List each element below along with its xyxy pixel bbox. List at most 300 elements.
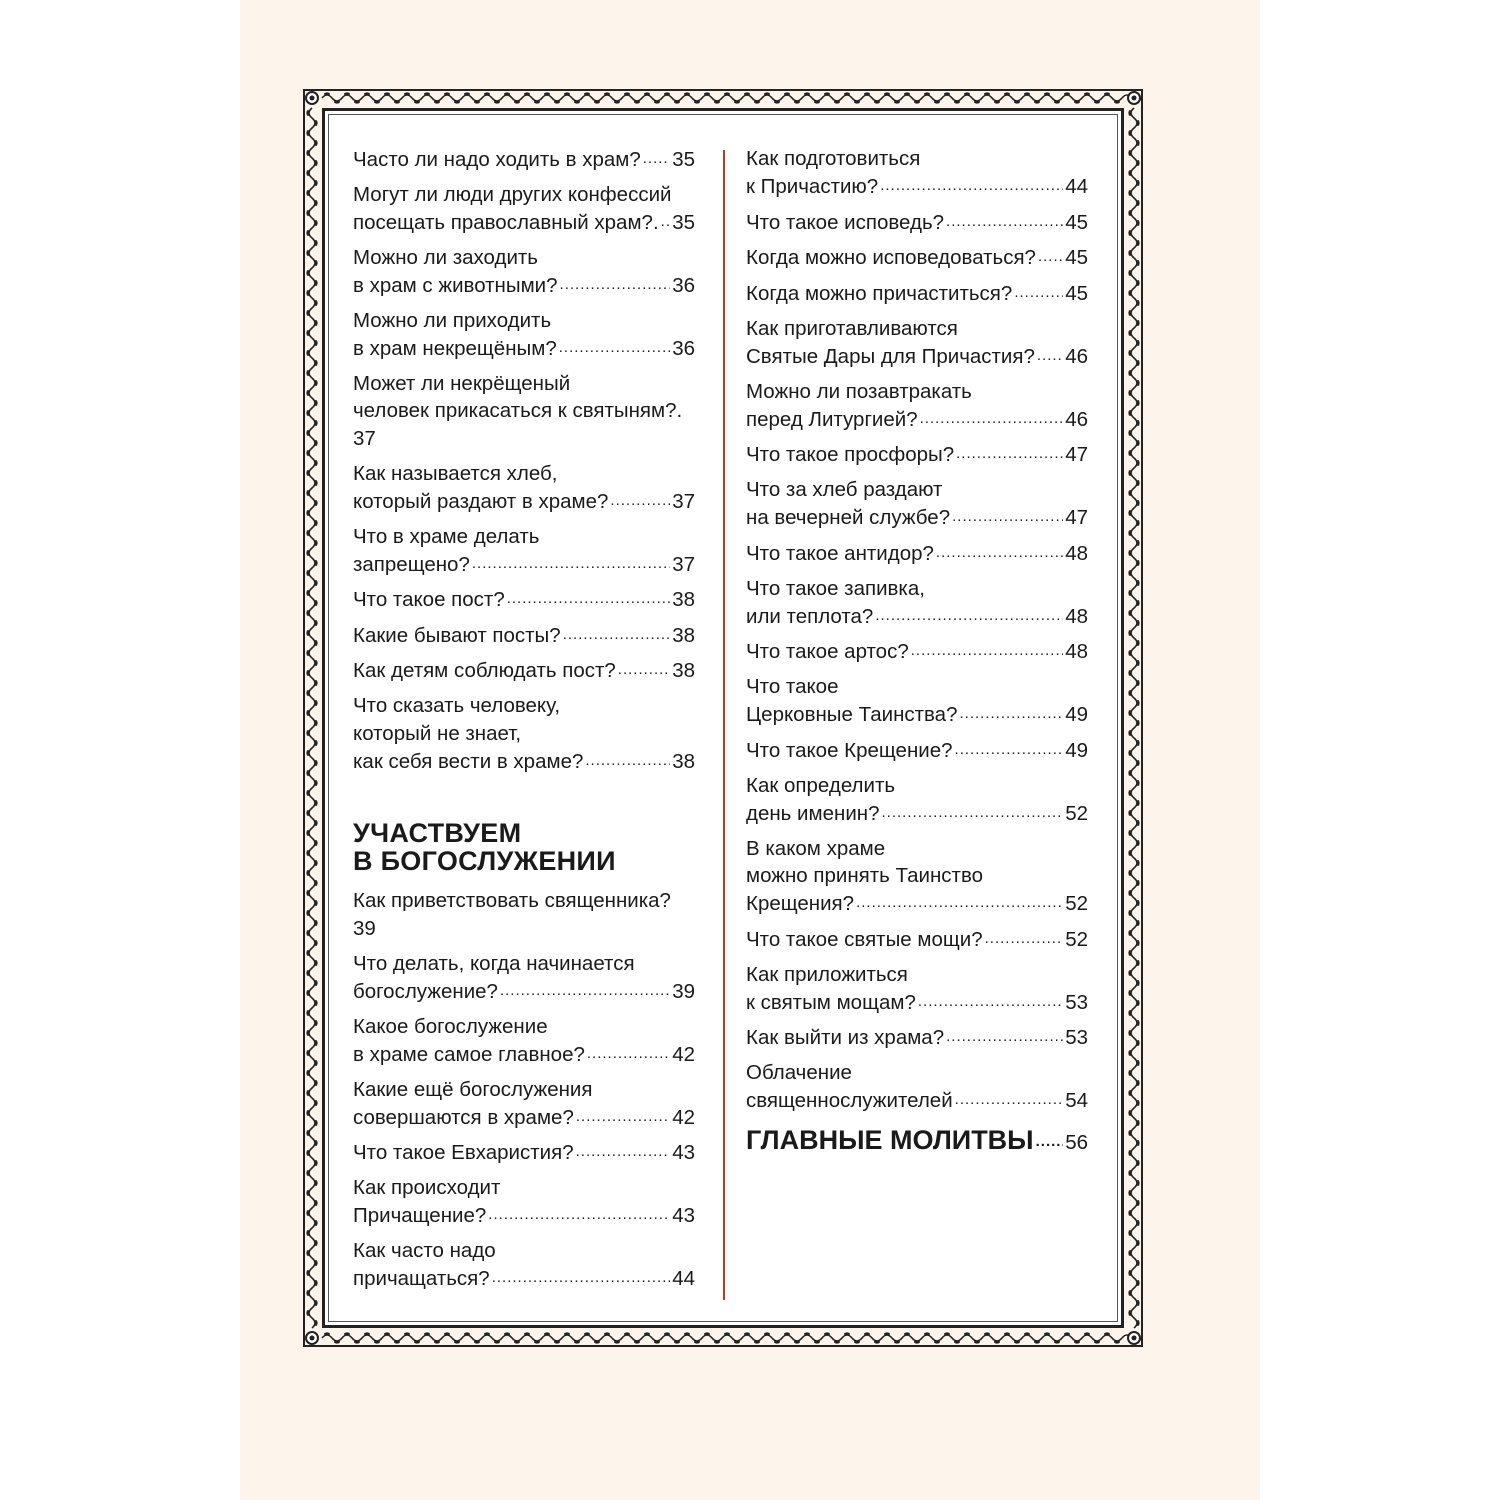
leaf-ornament xyxy=(534,1340,540,1343)
leaf-ornament xyxy=(1128,450,1131,456)
toc-entry-line xyxy=(746,638,1088,666)
leader-dots xyxy=(955,1087,1064,1108)
leaf-ornament xyxy=(774,100,780,103)
leaf-ornament xyxy=(306,1010,309,1016)
leaf-ornament xyxy=(1136,120,1139,126)
leaf-ornament xyxy=(1136,260,1139,266)
leaf-ornament xyxy=(354,1340,360,1343)
leaf-ornament xyxy=(1034,100,1040,103)
leaf-ornament xyxy=(844,1332,850,1335)
leaf-ornament xyxy=(924,92,930,95)
toc-entry[interactable] xyxy=(353,244,695,300)
leaf-ornament xyxy=(314,460,317,466)
toc-entry-text: Какие бывают посты? xyxy=(353,623,561,647)
page-number: 53 xyxy=(1065,990,1088,1014)
leaf-ornament xyxy=(314,800,317,806)
leaf-ornament xyxy=(384,92,390,95)
toc-entry[interactable] xyxy=(746,208,1088,236)
page-number: 47 xyxy=(1065,443,1088,466)
leaf-ornament xyxy=(306,470,309,476)
leaf-ornament xyxy=(1128,550,1131,556)
toc-entry-line xyxy=(746,961,1088,989)
leaf-ornament xyxy=(944,1332,950,1335)
leaf-ornament xyxy=(1128,1150,1131,1156)
toc-entry-line xyxy=(353,692,695,720)
leaf-ornament xyxy=(1136,440,1139,446)
leaf-ornament xyxy=(324,1332,330,1335)
leaf-ornament xyxy=(306,190,309,196)
leaf-ornament xyxy=(1104,1332,1110,1335)
leaf-ornament xyxy=(314,1080,317,1086)
toc-entry-line xyxy=(353,1103,695,1131)
toc-entry-text: Как происходит xyxy=(353,1176,501,1199)
leaf-ornament xyxy=(954,1340,960,1343)
toc-entry[interactable] xyxy=(353,370,695,453)
leaf-ornament xyxy=(314,260,317,266)
toc-entry[interactable] xyxy=(746,315,1088,371)
leader-dots xyxy=(618,657,670,678)
toc-entry[interactable] xyxy=(746,378,1088,434)
page-number: 37 xyxy=(672,552,695,576)
toc-entry[interactable] xyxy=(353,586,695,614)
toc-entry[interactable] xyxy=(746,279,1088,307)
leaf-ornament xyxy=(824,1332,830,1335)
leaf-ornament xyxy=(1128,170,1131,176)
toc-entry-line xyxy=(353,747,695,775)
page-number: 39 xyxy=(672,979,695,1003)
toc-entry[interactable] xyxy=(746,772,1088,828)
page-number: 47 xyxy=(1065,506,1088,529)
leaf-ornament xyxy=(1128,690,1131,696)
toc-entry-text: к Причастию? xyxy=(746,175,879,198)
leaf-ornament xyxy=(694,1340,700,1343)
leaf-ornament xyxy=(1128,730,1131,736)
page-number: 45 xyxy=(1065,281,1088,305)
toc-entry[interactable] xyxy=(746,441,1088,469)
toc-entry[interactable] xyxy=(353,1237,695,1293)
toc-entry[interactable] xyxy=(746,539,1088,567)
leaf-ornament xyxy=(314,860,317,866)
leaf-ornament xyxy=(1128,950,1131,956)
leaf-ornament xyxy=(314,700,317,706)
leaf-ornament xyxy=(1136,600,1139,606)
toc-entry-line xyxy=(746,145,1088,173)
leaf-ornament xyxy=(1136,1020,1139,1026)
leaf-ornament xyxy=(894,100,900,103)
leaf-ornament xyxy=(644,1332,650,1335)
leaf-ornament xyxy=(314,660,317,666)
toc-entry[interactable] xyxy=(746,575,1088,631)
page-number: 36 xyxy=(672,336,695,360)
toc-final-section[interactable] xyxy=(746,1122,1088,1157)
leaf-ornament xyxy=(744,1332,750,1335)
leaf-ornament xyxy=(1034,1340,1040,1343)
toc-entry-text: Какое богослужение xyxy=(353,1014,548,1038)
section-heading-line-2: В БОГОСЛУЖЕНИИ xyxy=(353,846,616,876)
leaf-ornament xyxy=(1136,1320,1139,1326)
leaf-ornament xyxy=(1136,1000,1139,1006)
leaf-ornament xyxy=(1136,340,1139,346)
leaf-ornament xyxy=(754,1340,760,1343)
leaf-ornament xyxy=(1128,1130,1131,1136)
leaf-ornament xyxy=(1128,610,1131,616)
leader-dots xyxy=(960,701,1064,722)
toc-entry-text: Как приветствовать священника? xyxy=(353,889,671,912)
toc-entry[interactable] xyxy=(353,657,695,685)
toc-entry-text: Что такое просфоры? xyxy=(746,443,955,466)
toc-entry-line xyxy=(746,602,1088,630)
toc-entry-text: Как подготовиться xyxy=(746,147,921,170)
toc-entry[interactable] xyxy=(746,673,1088,729)
toc-entry[interactable] xyxy=(353,523,695,579)
leaf-ornament xyxy=(314,1180,317,1186)
toc-entry[interactable] xyxy=(353,307,695,363)
toc-left-column xyxy=(353,145,695,1300)
toc-entry-text: который не знает, xyxy=(353,721,522,745)
leader-dots xyxy=(472,550,670,571)
toc-entry[interactable] xyxy=(746,476,1088,532)
toc-entry-text: Крещения? xyxy=(746,892,855,915)
leaf-ornament xyxy=(314,900,317,906)
toc-entry-text: богослужение? xyxy=(353,979,498,1003)
leaf-ornament xyxy=(314,120,317,126)
page-number: 44 xyxy=(1065,175,1088,198)
leaf-ornament xyxy=(414,100,420,103)
leaf-ornament xyxy=(694,100,700,103)
leaf-ornament xyxy=(1128,390,1131,396)
toc-entry-text: Облачение xyxy=(746,1061,852,1084)
toc-entry[interactable] xyxy=(746,835,1088,918)
toc-entry-text: Что делать, когда начинается xyxy=(353,951,635,975)
toc-entry-text: Как приготавливаются xyxy=(746,316,958,340)
leaf-ornament xyxy=(1136,420,1139,426)
page-number: 49 xyxy=(1065,738,1088,762)
toc-entry-line xyxy=(353,950,695,978)
toc-entry[interactable] xyxy=(353,1013,695,1069)
leader-dots xyxy=(576,1139,671,1160)
toc-entry-text: совершаются в храме? xyxy=(353,1105,574,1129)
toc-entry-line xyxy=(353,370,695,398)
toc-entry-line xyxy=(353,397,695,425)
leaf-ornament xyxy=(1136,980,1139,986)
toc-entry-line xyxy=(746,441,1088,469)
leaf-ornament xyxy=(1128,1230,1131,1236)
leaf-ornament xyxy=(314,780,317,786)
leaf-ornament xyxy=(334,1340,340,1343)
leaf-ornament xyxy=(714,100,720,103)
leaf-ornament xyxy=(1136,840,1139,846)
leaf-ornament xyxy=(404,1332,410,1335)
leaf-ornament xyxy=(1024,1332,1030,1335)
toc-entry[interactable] xyxy=(746,1024,1088,1052)
toc-entry[interactable] xyxy=(353,692,695,775)
toc-entry-text: можно принять Таинство xyxy=(746,864,984,887)
leaf-ornament xyxy=(874,100,880,103)
toc-entry-text: Как определить xyxy=(746,773,896,797)
leaf-ornament xyxy=(674,100,680,103)
leaf-ornament xyxy=(1128,370,1131,376)
toc-entry[interactable] xyxy=(746,145,1088,201)
toc-entry[interactable] xyxy=(353,1174,695,1230)
toc-entry[interactable] xyxy=(353,460,695,516)
leaf-ornament xyxy=(414,1340,420,1343)
toc-entry-line xyxy=(353,523,695,551)
leaf-ornament xyxy=(306,270,309,276)
leaf-ornament xyxy=(474,100,480,103)
leaf-ornament xyxy=(306,1210,309,1216)
leader-dots xyxy=(1014,279,1063,300)
leaf-ornament xyxy=(314,200,317,206)
leaf-ornament xyxy=(1014,1340,1020,1343)
toc-entry-text: к святым мощам? xyxy=(746,990,916,1014)
leaf-ornament xyxy=(654,100,660,103)
page-number: 38 xyxy=(672,659,695,682)
toc-entry[interactable] xyxy=(746,1059,1088,1115)
toc-entry[interactable] xyxy=(746,961,1088,1017)
leaf-ornament xyxy=(1136,720,1139,726)
toc-entry-line xyxy=(746,315,1088,343)
leaf-ornament xyxy=(314,420,317,426)
leaf-ornament xyxy=(314,140,317,146)
leaf-ornament xyxy=(306,1090,309,1096)
leaf-ornament xyxy=(1136,1180,1139,1186)
leaf-ornament xyxy=(1136,140,1139,146)
leaf-ornament xyxy=(814,1340,820,1343)
toc-entry[interactable] xyxy=(746,925,1088,953)
toc-group-general xyxy=(353,145,695,775)
leaf-ornament xyxy=(1128,770,1131,776)
leaf-ornament xyxy=(1128,890,1131,896)
page-number: 43 xyxy=(672,1141,695,1164)
leaf-ornament xyxy=(1114,100,1120,103)
leaf-ornament xyxy=(314,740,317,746)
leaf-ornament xyxy=(1044,92,1050,95)
leaf-ornament xyxy=(306,150,309,156)
leaf-ornament xyxy=(1128,650,1131,656)
toc-entry-line xyxy=(353,271,695,299)
leaf-ornament xyxy=(1024,92,1030,95)
leaf-ornament xyxy=(306,390,309,396)
page-number: 44 xyxy=(672,1267,695,1290)
leaf-ornament xyxy=(306,510,309,516)
leaf-ornament xyxy=(584,92,590,95)
leaf-ornament xyxy=(306,910,309,916)
page-number: 45 xyxy=(1065,210,1088,234)
leaf-ornament xyxy=(314,280,317,286)
leaf-ornament xyxy=(314,1320,317,1326)
toc-entry-text: или теплота? xyxy=(746,604,874,628)
leaf-ornament xyxy=(594,100,600,103)
leaf-ornament xyxy=(1136,660,1139,666)
leaf-ornament xyxy=(554,1340,560,1343)
leaf-ornament xyxy=(1136,160,1139,166)
leader-dots xyxy=(643,145,670,166)
leaf-ornament xyxy=(1104,92,1110,95)
leaf-ornament xyxy=(306,890,309,896)
leaf-ornament xyxy=(306,290,309,296)
toc-entry-line xyxy=(353,487,695,515)
leaf-ornament xyxy=(314,560,317,566)
leaf-ornament xyxy=(1128,470,1131,476)
page-number: 42 xyxy=(672,1105,695,1129)
toc-entry-text: Что сказать человеку, xyxy=(353,694,561,717)
toc-entry[interactable] xyxy=(353,1139,695,1167)
leaf-ornament xyxy=(1136,780,1139,786)
leaf-ornament xyxy=(514,100,520,103)
leaf-ornament xyxy=(374,100,380,103)
page-number: 36 xyxy=(672,273,695,297)
leader-dots xyxy=(585,747,670,768)
page-number: 49 xyxy=(1065,703,1088,726)
toc-entry-line xyxy=(353,621,695,649)
toc-entry-line xyxy=(353,1202,695,1230)
leaf-ornament xyxy=(306,950,309,956)
leaf-ornament xyxy=(314,760,317,766)
leaf-ornament xyxy=(684,92,690,95)
toc-entry[interactable] xyxy=(353,145,695,173)
toc-entry-text: 39 xyxy=(353,916,376,940)
leaf-ornament xyxy=(306,730,309,736)
leaf-ornament xyxy=(306,370,309,376)
leaf-ornament xyxy=(464,1332,470,1335)
leaf-ornament xyxy=(964,92,970,95)
leaf-ornament xyxy=(1128,1250,1131,1256)
leaf-ornament xyxy=(1136,1220,1139,1226)
leaf-ornament xyxy=(344,92,350,95)
toc-entry-line xyxy=(353,1174,695,1202)
leader-dots xyxy=(856,890,1063,911)
leaf-ornament xyxy=(504,92,510,95)
leaf-ornament xyxy=(1136,1160,1139,1166)
toc-entry-text: Что такое пост? xyxy=(353,588,505,611)
toc-entry-text: В каком храме xyxy=(746,836,886,860)
leaf-ornament xyxy=(1084,1332,1090,1335)
leaf-ornament xyxy=(314,1300,317,1306)
leaf-ornament xyxy=(734,100,740,103)
leaf-ornament xyxy=(584,1332,590,1335)
leaf-ornament xyxy=(864,1332,870,1335)
leaf-ornament xyxy=(354,100,360,103)
leaf-ornament xyxy=(314,1020,317,1026)
section-heading xyxy=(353,819,695,875)
toc-entry-text: в храм с животными? xyxy=(353,273,558,297)
leaf-ornament xyxy=(614,1340,620,1343)
leaf-ornament xyxy=(314,240,317,246)
leaf-ornament xyxy=(924,1332,930,1335)
page-number: 56 xyxy=(1065,1131,1088,1154)
toc-entry-text: Что такое Евхаристия? xyxy=(353,1141,574,1164)
leaf-ornament xyxy=(564,1332,570,1335)
leaf-ornament xyxy=(904,92,910,95)
leaf-ornament xyxy=(314,1280,317,1286)
leaf-ornament xyxy=(306,1270,309,1276)
toc-entry[interactable] xyxy=(353,621,695,649)
leaf-ornament xyxy=(794,100,800,103)
toc-entry-line xyxy=(353,1076,695,1104)
toc-entry-line xyxy=(353,1237,695,1265)
toc-entry-text: 37 xyxy=(353,426,376,450)
leaf-ornament xyxy=(314,340,317,346)
toc-entry[interactable] xyxy=(353,887,695,942)
toc-entry-line xyxy=(746,988,1088,1016)
leaf-ornament xyxy=(1128,150,1131,156)
leader-dots xyxy=(920,405,1064,426)
leaf-ornament xyxy=(804,92,810,95)
toc-entry[interactable] xyxy=(353,1076,695,1132)
leaf-ornament xyxy=(306,1310,309,1316)
leaf-ornament xyxy=(764,1332,770,1335)
toc-entry-text: священнослужителей xyxy=(746,1089,953,1112)
leaf-ornament xyxy=(564,92,570,95)
leaf-ornament xyxy=(306,1170,309,1176)
page-number: 46 xyxy=(1065,344,1088,368)
leaf-ornament xyxy=(1128,210,1131,216)
toc-entry-line xyxy=(746,173,1088,201)
page-number: 38 xyxy=(672,623,695,647)
toc-entry[interactable] xyxy=(353,181,695,237)
leaf-ornament xyxy=(1014,100,1020,103)
column-divider xyxy=(723,150,725,1300)
toc-entry-text: Как называется хлеб, xyxy=(353,461,558,485)
leaf-ornament xyxy=(804,1332,810,1335)
leader-dots xyxy=(911,638,1063,659)
leaf-ornament xyxy=(494,1340,500,1343)
leaf-ornament xyxy=(1136,800,1139,806)
leaf-ornament xyxy=(1136,1200,1139,1206)
leaf-ornament xyxy=(314,1040,317,1046)
leaf-ornament xyxy=(764,92,770,95)
toc-entry-line xyxy=(746,925,1088,953)
leaf-ornament xyxy=(314,300,317,306)
toc-entry-line xyxy=(746,1059,1088,1087)
leaf-ornament xyxy=(306,610,309,616)
leaf-ornament xyxy=(1128,250,1131,256)
toc-entry-line xyxy=(353,550,695,578)
leaf-ornament xyxy=(634,1340,640,1343)
toc-entry[interactable] xyxy=(746,638,1088,666)
leaf-ornament xyxy=(306,830,309,836)
leaf-ornament xyxy=(1004,92,1010,95)
leaf-ornament xyxy=(314,880,317,886)
leaf-ornament xyxy=(314,1260,317,1266)
leader-dots xyxy=(1038,244,1063,265)
leaf-ornament xyxy=(1136,560,1139,566)
toc-entry-text: Как детям соблюдать пост? xyxy=(353,659,616,682)
leaf-ornament xyxy=(314,600,317,606)
leaf-ornament xyxy=(1064,1332,1070,1335)
leaf-ornament xyxy=(624,1332,630,1335)
corner-ornament xyxy=(1132,96,1137,101)
leaf-ornament xyxy=(1128,930,1131,936)
leaf-ornament xyxy=(854,1340,860,1343)
leaf-ornament xyxy=(524,1332,530,1335)
toc-entry-text: причащаться? xyxy=(353,1267,490,1290)
toc-entry-line xyxy=(353,460,695,488)
leaf-ornament xyxy=(614,100,620,103)
toc-entry[interactable] xyxy=(353,950,695,1006)
leaf-ornament xyxy=(306,1070,309,1076)
toc-entry-line xyxy=(353,977,695,1005)
toc-entry[interactable] xyxy=(746,736,1088,764)
leaf-ornament xyxy=(814,100,820,103)
leaf-ornament xyxy=(1084,92,1090,95)
corner-ornament xyxy=(310,96,315,101)
leaf-ornament xyxy=(1128,1110,1131,1116)
leaf-ornament xyxy=(1136,360,1139,366)
toc-entry-text: Какие ещё богослужения xyxy=(353,1077,593,1101)
page-number: 52 xyxy=(1065,892,1088,915)
toc-entry[interactable] xyxy=(746,244,1088,272)
